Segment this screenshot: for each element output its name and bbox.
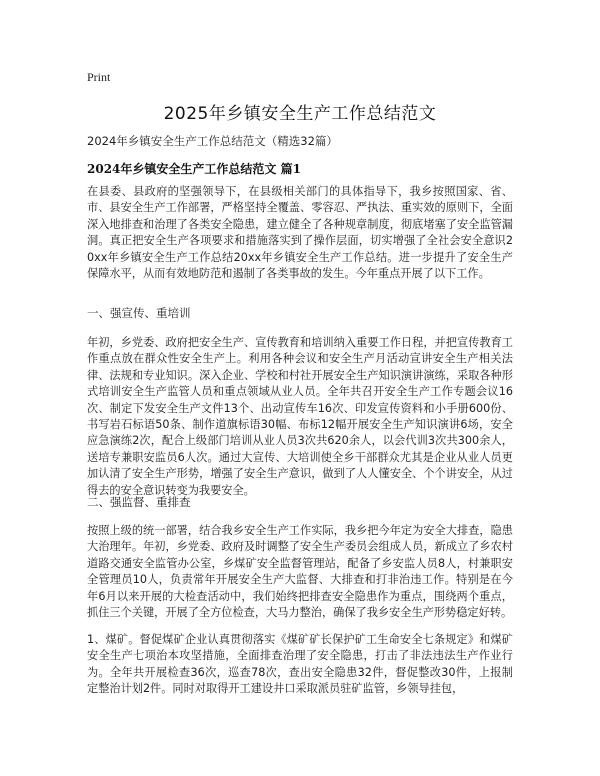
print-link[interactable]: Print (87, 70, 111, 84)
paragraph-coal-mine: 1、煤矿。督促煤矿企业认真贯彻落实《煤矿矿长保护矿工生命安全七条规定》和煤矿安全生产七项治本攻坚措施，全面排查治理了安全隐患，打击了非法违法生产作业行为。全年共开展检查36次，巡查78次，查出安全隐患32件，督促整改30件，上报制定整治计划2件。同时对取得开工建设井口采取派员驻矿监管，乡领导挂包， (87, 633, 513, 696)
paragraph-intro: 在县委、县政府的坚强领导下，在县级相关部门的具体指导下，我乡按照国家、省、市、县安全生产工作部署，严格坚持全覆盖、零容忍、严执法、重实效的原则下，全面深入地排查和治理了各类安全隐患，建立健全了各种规章制度，彻底堵塞了安全监管漏洞。真正把安全生产各项要求和措施落实到了操作层面，切实增强了全社会安全意识20xx年乡镇安全生产工作总结20xx年乡镇安全生产工作总结。进一步提升了安全生产保障水平，从而有效地防范和遏制了各类事故的发生。今年重点开展了以下工作。 (87, 185, 513, 281)
paragraph-supervision-inspection: 按照上级的统一部署，结合我乡安全生产工作实际，我乡把今年定为安全大排查，隐患大治理年。年初，乡党委、政府及时调整了安全生产委员会组成人员，新成立了乡农村道路交通安全监管办公室，乡煤矿安全监督管理站，配备了乡安监人员8人，村兼职安全管理员10人，负责常年开展安全生产大监督、大排查和打非治违工作。特别是在今年6月以来开展的大检查活动中，我们始终把排查安全隐患作为重点，围绕两个重点，抓住三个关键，开展了全方位检查，大马力整治，确保了我乡安全生产形势稳定好转。 (87, 524, 513, 620)
paragraph-publicity-training: 年初，乡党委、政府把安全生产、宣传教育和培训纳入重要工作日程，并把宣传教育工作重点放在群众性安全生产上。利用各种会议和安全生产月活动宣讲安全生产相关法律、法规和专业知识。深入企业、学校和村社开展安全生产知识演讲演练，采取各种形式培训安全生产监管人员和重点领域从业人员。全年共召开安全生产工作专题会议16次、制定下发安全生产文件13个、出动宣传车16次、印发宣传资料和小手册600份、书写岩石标语50条、制作道旗标语30幅、布标12幅开展安全生产知识演讲6场，安全应急演练2次，配合上级部门培训从业人员3次共620余人，以会代训3次共300余人，送培专兼职安监员6人次。通过大宣传、大培训使全乡干部群众尤其是企业从业人员更加认清了安全生产形势，增强了安全生产意识，做到了人人懂安全、个个讲安全，从过得去的安全意识转变为我要安全。 (87, 336, 513, 497)
section-title: 2024年乡镇安全生产工作总结范文 篇1 (87, 162, 301, 176)
document-title: 2025年乡镇安全生产工作总结范文 (163, 104, 437, 124)
heading-supervision-inspection: 二、强监督、重排查 (87, 495, 191, 509)
heading-publicity-training: 一、强宣传、重培训 (87, 306, 191, 320)
document-subtitle: 2024年乡镇安全生产工作总结范文（精选32篇） (87, 134, 338, 148)
